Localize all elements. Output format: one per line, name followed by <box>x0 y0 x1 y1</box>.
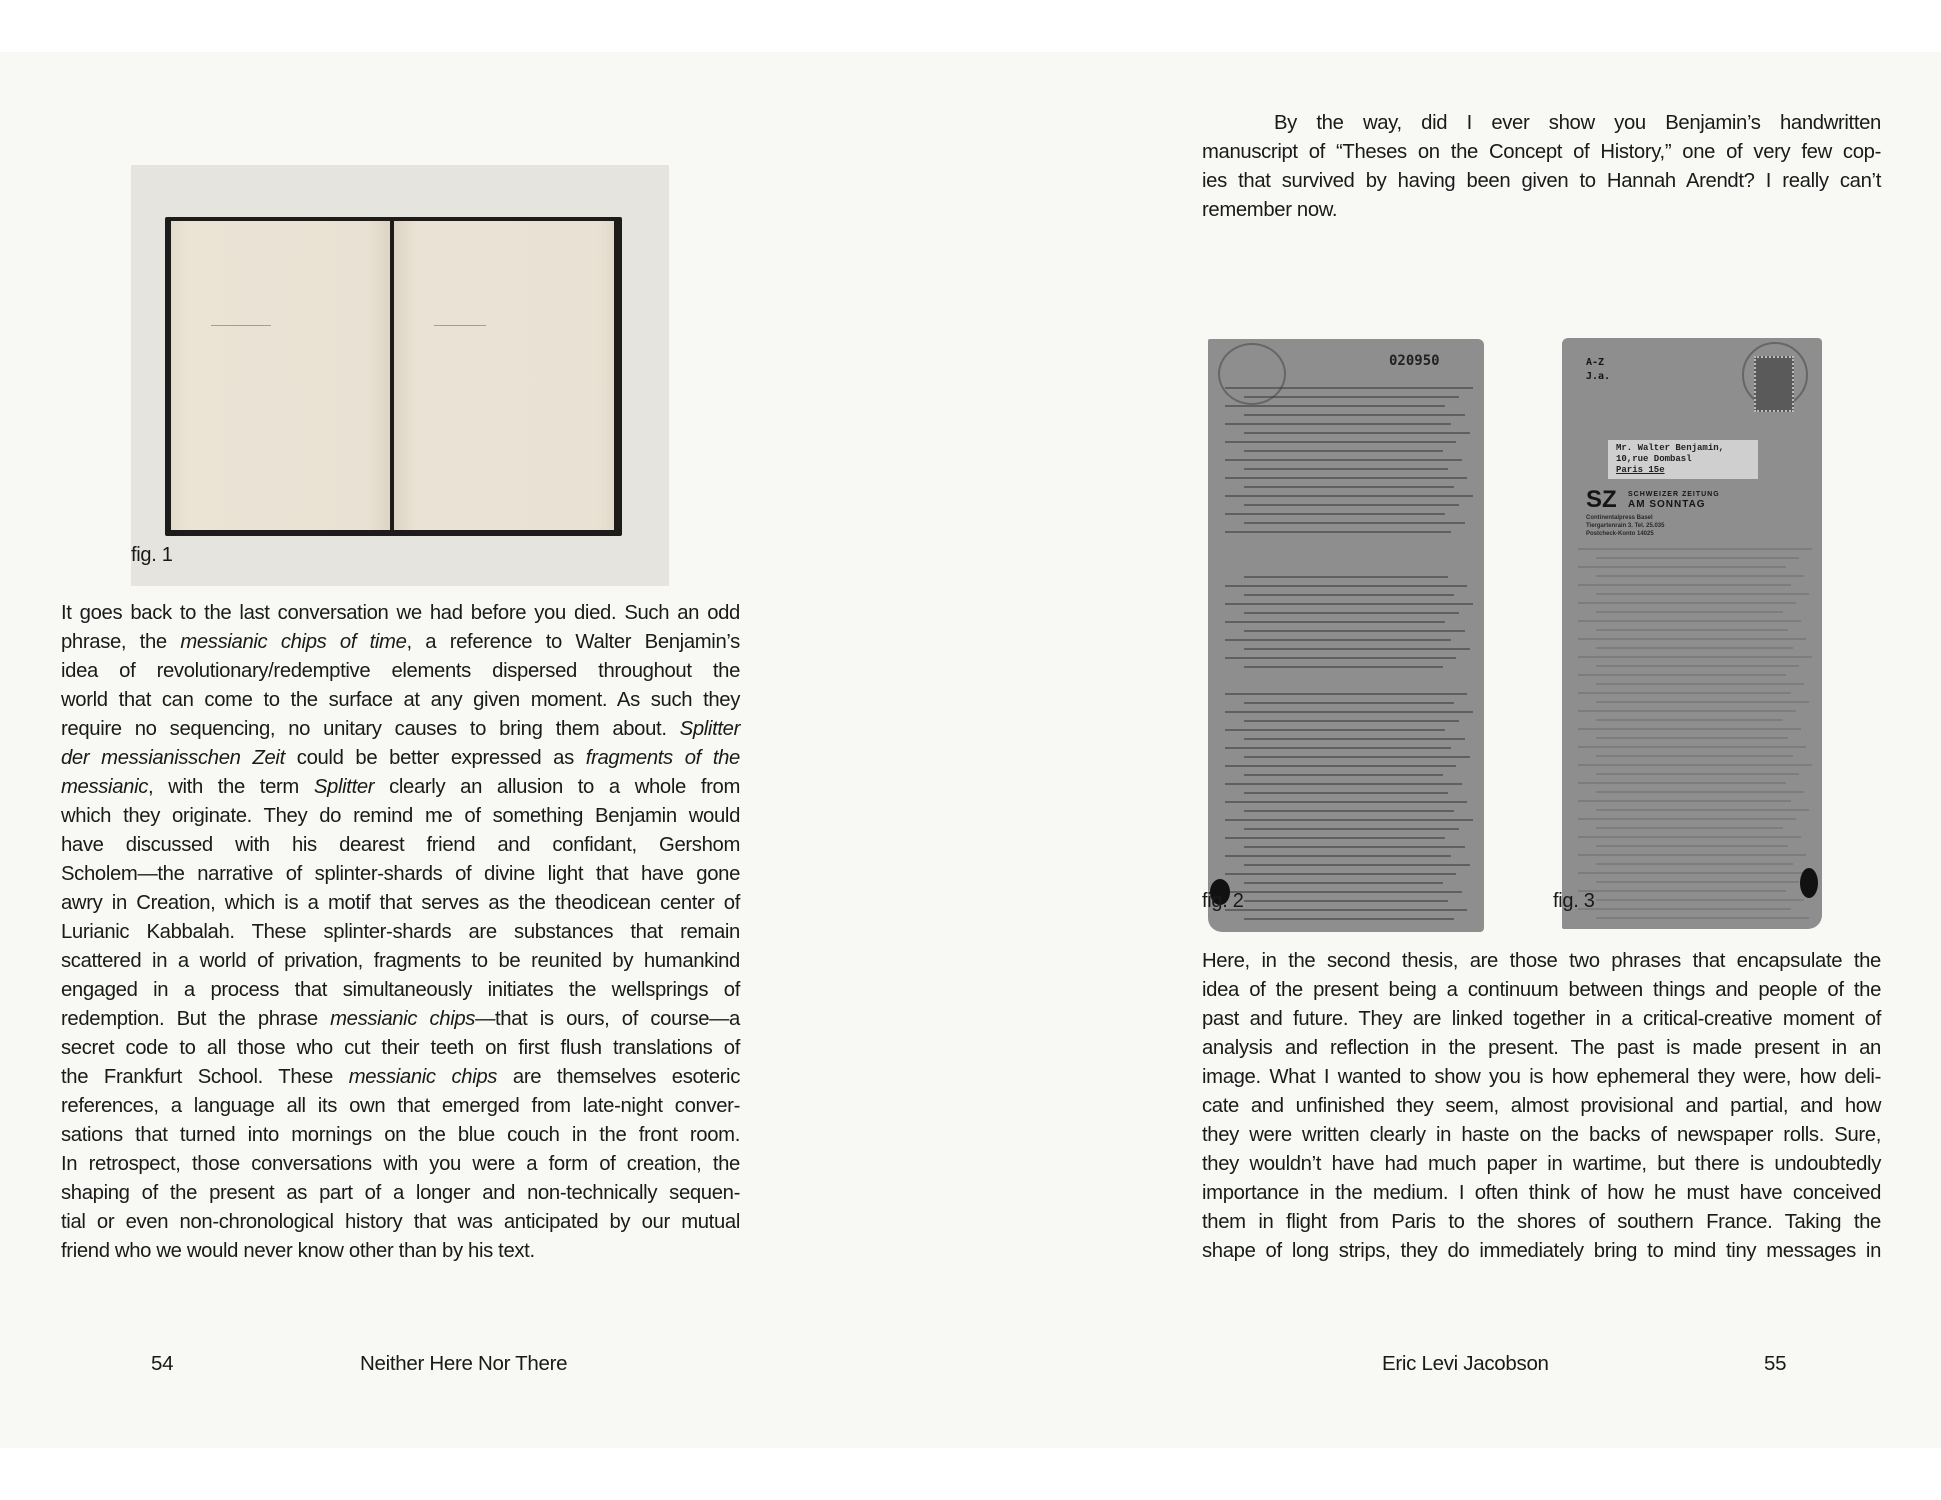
text-run: references, a language all its own that emerged from late-night conver- <box>61 1095 740 1117</box>
handwriting-stroke <box>1596 719 1783 721</box>
handwriting-stroke <box>1225 729 1446 731</box>
handwriting-stroke <box>1244 504 1459 506</box>
text-run: awry in Creation, which is a motif that serves as the theodicean center of <box>61 892 740 914</box>
right-body-paragraph <box>1202 947 1881 1266</box>
handwriting-stroke <box>1578 872 1812 874</box>
handwriting-stroke <box>1225 639 1451 641</box>
text-line: remember now. <box>1202 199 1338 221</box>
text-line <box>61 1034 740 1063</box>
handwriting-stroke <box>1225 531 1451 533</box>
handwriting-stroke <box>1225 513 1446 515</box>
text-run: world that can come to the surface at any given moment. As such they <box>61 689 740 711</box>
handwriting-stroke <box>1596 647 1794 649</box>
handwriting-stroke <box>1596 917 1809 919</box>
text-line <box>61 599 740 628</box>
text-line: manuscript of “Theses on the Concept of History,” one of very few cop- <box>1202 141 1881 163</box>
handwriting-stroke <box>1244 864 1470 866</box>
handwriting-stroke <box>1244 450 1443 452</box>
text-run: sations that turned into mornings on the blue couch in the front room. <box>61 1124 740 1146</box>
handwriting-stroke <box>1225 441 1457 443</box>
text-run: redemption. But the phrase <box>61 1008 331 1030</box>
handwriting-stroke <box>1578 674 1786 676</box>
page-number-right: 55 <box>1764 1352 1787 1375</box>
handwriting-stroke <box>1225 621 1446 623</box>
handwriting-stroke <box>1578 584 1791 586</box>
text-line <box>61 1179 740 1208</box>
handwriting-stroke <box>1244 900 1448 902</box>
text-run: could be better expressed as <box>284 747 586 769</box>
handwriting-stroke <box>1596 665 1799 667</box>
handwriting-stroke <box>1596 773 1799 775</box>
handwriting-stroke <box>1244 576 1448 578</box>
handwriting-stroke <box>1244 630 1465 632</box>
handwriting-stroke <box>1596 557 1799 559</box>
text-line <box>61 686 740 715</box>
handwriting-stroke <box>1244 738 1465 740</box>
text-line <box>61 889 740 918</box>
handwriting-stroke <box>1596 593 1809 595</box>
handwriting-stroke <box>1225 819 1473 821</box>
text-run: idea of revolutionary/redemptive elements dispersed throughout the <box>61 660 740 682</box>
handwriting-stroke <box>1244 720 1459 722</box>
handwriting-stroke <box>1244 414 1465 416</box>
text-run: clearly an allusion to a whole from <box>374 776 740 798</box>
text-line: they wouldn’t have had much paper in wartime, but there is undoubtedly <box>1202 1153 1881 1175</box>
handwriting-stroke <box>1225 837 1446 839</box>
handwriting-stroke <box>1225 693 1468 695</box>
handwriting-stroke <box>1578 566 1786 568</box>
handwriting-stroke <box>1244 918 1454 920</box>
left-body-paragraph <box>61 599 740 1266</box>
running-head-author: Eric Levi Jacobson <box>1382 1352 1549 1375</box>
figure-3-newspaper-wrapper-image <box>1562 338 1822 929</box>
handwriting-stroke <box>1596 755 1794 757</box>
text-line <box>61 1150 740 1179</box>
book-left-page <box>171 221 390 530</box>
handwriting-stroke <box>1225 477 1468 479</box>
figure-2-caption: fig. 2 <box>1202 890 1244 912</box>
open-book-photo <box>165 217 622 536</box>
handwriting-stroke <box>1578 548 1812 550</box>
text-line <box>61 657 740 686</box>
handwriting-stroke <box>1225 783 1462 785</box>
running-head-title: Neither Here Nor There <box>360 1352 568 1375</box>
handwriting-stroke <box>1225 585 1468 587</box>
text-line <box>61 773 740 802</box>
figure-1-caption: fig. 1 <box>131 544 173 566</box>
handwriting-stroke <box>1578 692 1791 694</box>
handwriting-stroke <box>1596 737 1788 739</box>
figure-2-manuscript-image <box>1208 339 1484 932</box>
right-intro-paragraph <box>1202 109 1881 225</box>
handwriting-stroke <box>1225 459 1462 461</box>
text-line: past and future. They are linked together in a critical-creative moment of <box>1202 1008 1881 1030</box>
text-line <box>61 802 740 831</box>
handwriting-stroke <box>1578 818 1796 820</box>
handwriting-stroke <box>1596 845 1788 847</box>
handwriting-stroke <box>1225 405 1446 407</box>
handwriting-stroke <box>1225 603 1473 605</box>
handwriting-stroke <box>1244 774 1443 776</box>
handwriting-stroke <box>1596 611 1783 613</box>
figure-1-image <box>131 165 669 586</box>
handwriting-stroke <box>1225 801 1468 803</box>
handwriting-stroke <box>1244 792 1448 794</box>
text-run: are themselves esoteric <box>497 1066 740 1088</box>
handwriting-stroke <box>1244 486 1454 488</box>
address-label: Mr. Walter Benjamin, 10,rue Dombasl Paris 15e <box>1608 440 1758 479</box>
handwriting-stroke <box>1578 620 1802 622</box>
handwriting-left <box>211 321 271 326</box>
italic-phrase: Splitter <box>313 776 375 798</box>
text-line <box>61 1005 740 1034</box>
text-line: analysis and reflection in the present. The past is made present in an <box>1202 1037 1881 1059</box>
archive-number: 020950 <box>1389 353 1440 369</box>
handwriting-stroke <box>1244 846 1465 848</box>
text-line <box>61 918 740 947</box>
text-line: image. What I wanted to show you is how ephemeral they were, how deli- <box>1202 1066 1881 1088</box>
handwriting-stroke <box>1225 423 1451 425</box>
handwriting-stroke <box>1225 891 1462 893</box>
text-run: secret code to all those who cut their teeth on first flush translations of <box>61 1037 740 1059</box>
handwriting-stroke <box>1596 683 1804 685</box>
handwriting-stroke <box>1244 468 1448 470</box>
text-line <box>61 1092 740 1121</box>
handwriting-stroke <box>1225 909 1468 911</box>
ink-blot <box>1800 868 1818 898</box>
text-run: tial or even non-chronological history that was anticipated by our mutual <box>61 1211 740 1233</box>
book-right-page <box>394 221 614 530</box>
handwriting-stroke <box>1578 656 1812 658</box>
handwriting-stroke <box>1578 728 1802 730</box>
handwriting-stroke <box>1596 881 1799 883</box>
text-run: , a reference to Walter Benjamin’s <box>406 631 740 653</box>
italic-phrase: messianic chips of time <box>180 631 407 653</box>
page-number-left: 54 <box>151 1352 174 1375</box>
text-run: friend who we would never know other than by his text. <box>61 1240 535 1262</box>
handwriting-stroke <box>1578 782 1786 784</box>
handwriting-stroke <box>1225 711 1473 713</box>
handwriting-stroke <box>1596 899 1804 901</box>
handwriting-stroke <box>1578 908 1791 910</box>
figure-3-caption: fig. 3 <box>1553 890 1595 912</box>
masthead-logo: SZ <box>1586 486 1617 513</box>
handwriting-stroke <box>1578 764 1812 766</box>
text-line: idea of the present being a continuum between things and people of the <box>1202 979 1881 1001</box>
handwriting-stroke <box>1596 827 1783 829</box>
text-run: the Frankfurt School. These <box>61 1066 349 1088</box>
handwriting-stroke <box>1578 800 1791 802</box>
handwriting-stroke <box>1244 756 1470 758</box>
book-spread <box>0 52 1941 1448</box>
handwriting-stroke <box>1244 882 1443 884</box>
handwriting-stroke <box>1225 873 1457 875</box>
handwriting-stroke <box>1225 747 1451 749</box>
text-run: which they originate. They do remind me of something Benjamin would <box>61 805 740 827</box>
text-run: shaping of the present as part of a longer and non-technically sequen- <box>61 1182 740 1204</box>
text-line: shape of long strips, they do immediately bring to mind tiny messages in <box>1202 1240 1881 1262</box>
handwriting-stroke <box>1225 765 1457 767</box>
text-line: Here, in the second thesis, are those two phrases that encapsulate the <box>1202 950 1881 972</box>
handwriting-stroke <box>1596 629 1788 631</box>
handwriting-stroke <box>1244 396 1459 398</box>
text-run: In retrospect, those conversations with you were a form of creation, the <box>61 1153 740 1175</box>
italic-phrase: Splitter <box>679 718 740 740</box>
italic-phrase: der messianisschen Zeit <box>61 747 285 769</box>
text-line <box>61 1121 740 1150</box>
italic-phrase: messianic <box>61 776 149 798</box>
handwriting-stroke <box>1578 854 1807 856</box>
handwriting-stroke <box>1244 522 1465 524</box>
postage-stamp <box>1754 356 1794 412</box>
handwriting-stroke <box>1244 828 1459 830</box>
text-run: have discussed with his dearest friend and confidant, Gershom <box>61 834 740 856</box>
text-line: them in flight from Paris to the shores of southern France. Taking the <box>1202 1211 1881 1233</box>
handwriting-stroke <box>1578 836 1802 838</box>
handwriting-stroke <box>1596 791 1804 793</box>
text-run: It goes back to the last conversation we had before you died. Such an odd <box>61 602 740 624</box>
text-line: ies that survived by having been given to Hannah Arendt? I really can’t <box>1202 170 1881 192</box>
handwriting-stroke <box>1578 638 1807 640</box>
masthead-title: SCHWEIZER ZEITUNG AM SONNTAG <box>1628 491 1720 510</box>
text-run: scattered in a world of privation, fragments to be reunited by humankind <box>61 950 740 972</box>
handwriting-stroke <box>1244 666 1443 668</box>
text-run: —that is ours, of course—a <box>475 1008 740 1030</box>
text-run: Scholem—the narrative of splinter-shards of divine light that have gone <box>61 863 740 885</box>
text-line <box>61 1063 740 1092</box>
text-line: cate and unfinished they seem, almost provisional and partial, and how <box>1202 1095 1881 1117</box>
text-line <box>61 831 740 860</box>
handwriting-stroke <box>1578 746 1807 748</box>
handwriting-stroke <box>1244 612 1459 614</box>
text-line <box>61 860 740 889</box>
text-line <box>61 976 740 1005</box>
text-line: they were written clearly in haste on the backs of newspaper rolls. Sure, <box>1202 1124 1881 1146</box>
handwriting-right <box>434 321 486 326</box>
text-run: engaged in a process that simultaneously initiates the wellsprings of <box>61 979 740 1001</box>
handwriting-stroke <box>1244 594 1454 596</box>
handwriting-stroke <box>1225 855 1451 857</box>
handwriting-stroke <box>1244 702 1454 704</box>
text-line <box>61 715 740 744</box>
handwriting-stroke <box>1225 657 1457 659</box>
text-line <box>61 628 740 657</box>
italic-phrase: fragments of the <box>585 747 740 769</box>
text-run: require no sequencing, no unitary causes to bring them about. <box>61 718 680 740</box>
handwriting-stroke <box>1225 495 1473 497</box>
text-run: Lurianic Kabbalah. These splinter-shards are substances that remain <box>61 921 740 943</box>
handwriting-stroke <box>1596 863 1794 865</box>
sorting-marks: A-Z J.a. <box>1586 357 1611 382</box>
text-run: , with the term <box>148 776 314 798</box>
handwriting-stroke <box>1578 890 1786 892</box>
italic-phrase: messianic chips <box>330 1008 476 1030</box>
text-run: phrase, the <box>61 631 181 653</box>
handwriting-stroke <box>1596 575 1804 577</box>
text-line: importance in the medium. I often think of how he must have conceived <box>1202 1182 1881 1204</box>
text-line <box>61 947 740 976</box>
text-line <box>61 1208 740 1237</box>
italic-phrase: messianic chips <box>348 1066 498 1088</box>
handwriting-stroke <box>1225 387 1473 389</box>
handwriting-stroke <box>1244 810 1454 812</box>
masthead-address: Continentalpress Basel Tiergartenrain 3. Tel. 25.035 Postcheck-Konto 14025 <box>1586 515 1665 537</box>
text-line <box>61 1237 740 1266</box>
handwriting-stroke <box>1578 710 1796 712</box>
text-line <box>61 744 740 773</box>
handwriting-stroke <box>1578 602 1796 604</box>
handwriting-stroke <box>1596 701 1809 703</box>
text-line: By the way, did I ever show you Benjamin’s handwritten <box>1274 112 1881 134</box>
handwriting-stroke <box>1596 809 1809 811</box>
handwriting-stroke <box>1244 648 1470 650</box>
handwriting-stroke <box>1244 432 1470 434</box>
